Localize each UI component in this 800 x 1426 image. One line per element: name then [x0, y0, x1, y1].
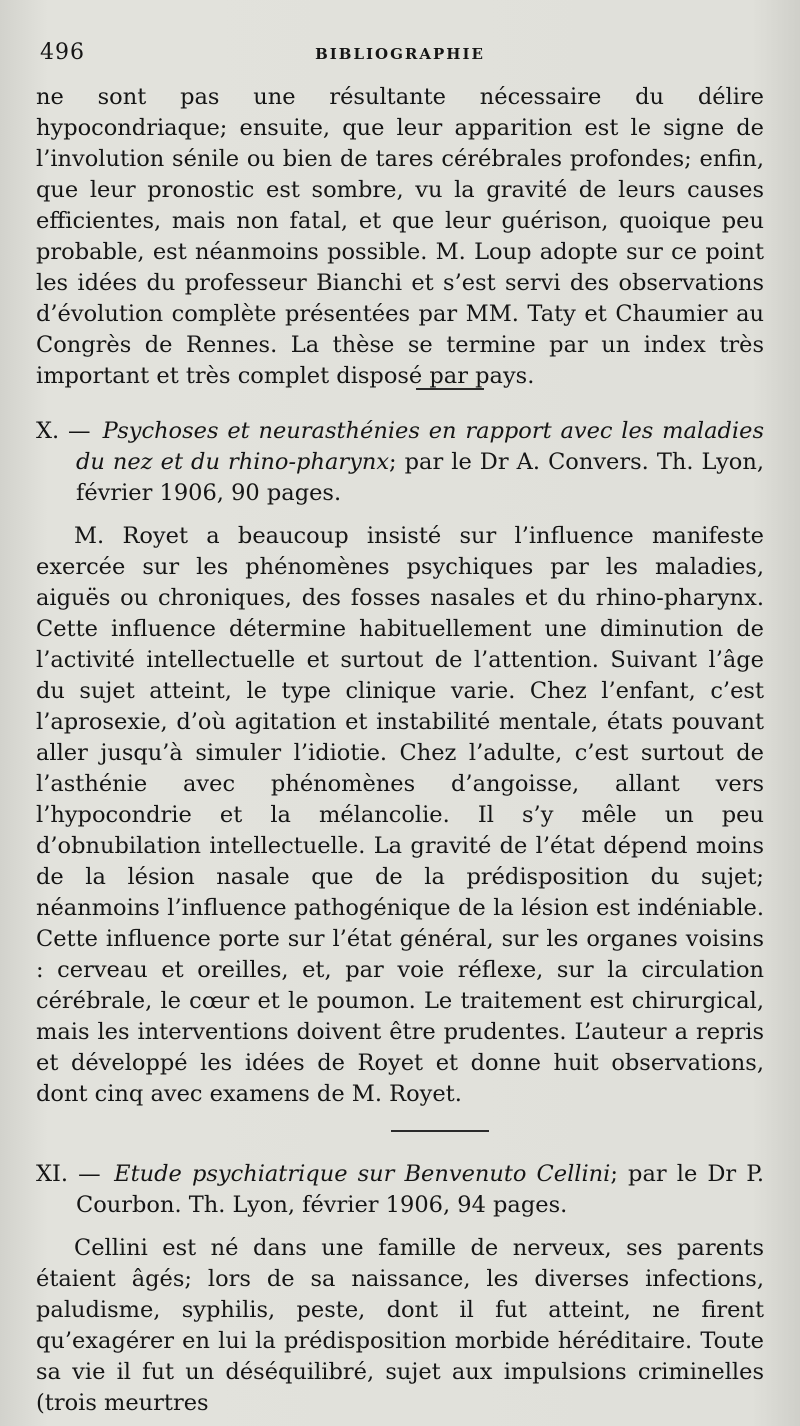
body-text — [36, 82, 764, 1419]
entry-details: ; par le Dr A. Convers. Th. Lyon, février 1906, 90 pages. — [76, 449, 764, 506]
running-head: BIBLIOGRAPHIE — [315, 45, 485, 63]
entry-x-review: M. Royet a beaucoup insisté sur l’influence manifeste exercée sur les phénomènes psychiques par les maladies, aiguës ou chroniques, des fosses nasales et du rhino-pharynx. Cette influence détermine habituellement une diminution de l’activité intellectuelle et surtout de l’attention. Suivant l’âge du sujet atteint, le type clinique varie. Chez l’enfant, c’est l’aprosexie, d’où agitation et instabilité mentale, états pouvant aller jusqu’à simuler l’idiotie. Chez l’adulte, c’est surtout de l’asthénie avec phénomènes d’angoisse, allant vers l’hypocondrie et la mélancolie. Il s’y mêle un peu d’obnubilation intellectuelle. La gravité de l’état dépend moins de la lésion nasale que de la prédisposition du sujet; néanmoins l’influence pathogénique de la lésion est indéniable. Cette influence porte sur l’état général, sur les organes voisins : cerveau et oreilles, et, par voie réflexe, sur la circulation cérébrale, le cœur et le poumon. Le traitement est chirurgical, mais les interventions doivent être prudentes. L’auteur a repris et développé les idées de Royet et donne huit observations, dont cinq avec examens de M. Royet. — [36, 523, 764, 1107]
bibliography-entry-xi — [36, 1159, 764, 1221]
section-divider — [391, 1130, 489, 1132]
entry-numeral: X. — — [36, 418, 91, 444]
entry-details: ; par le Dr P. Courbon. Th. Lyon, février 1906, 94 pages. — [76, 1161, 764, 1218]
paragraph-continued: ne sont pas une résultante nécessaire du délire hypocondriaque; ensuite, que leur apparition est le signe de l’involution sénile ou bien de tares cérébrales profondes; enfin, que leur pronostic est sombre, vu la gravité de leurs causes efficientes, mais non fatal, et que leur guérison, quoique peu probable, est néanmoins possible. M. Loup adopte sur ce point les idées du professeur Bianchi et s’est servi des observations d’évolution complète présentées par MM. Taty et Chaumier au Congrès de Rennes. La thèse se termine par un index très important et très complet disposé par pays. — [36, 84, 764, 389]
entry-title: Psychoses et neurasthénies en rapport avec les maladies du nez et du rhino-pharynx — [76, 418, 764, 475]
entry-numeral: XI. — — [36, 1161, 101, 1187]
page-header — [40, 40, 760, 70]
entry-title: Etude psychiatrique sur Benvenuto Cellini — [114, 1161, 611, 1187]
bibliography-entry-x — [36, 416, 764, 509]
entry-xi-review: Cellini est né dans une famille de nerveux, ses parents étaient âgés; lors de sa naissance, les diverses infections, paludisme, syphilis, peste, dont il fut atteint, ne firent qu’exagérer en lui la prédisposition morbide héréditaire. Toute sa vie il fut un déséquilibré, sujet aux impulsions criminelles (trois meurtres — [36, 1235, 764, 1416]
page-number: 496 — [40, 40, 85, 65]
